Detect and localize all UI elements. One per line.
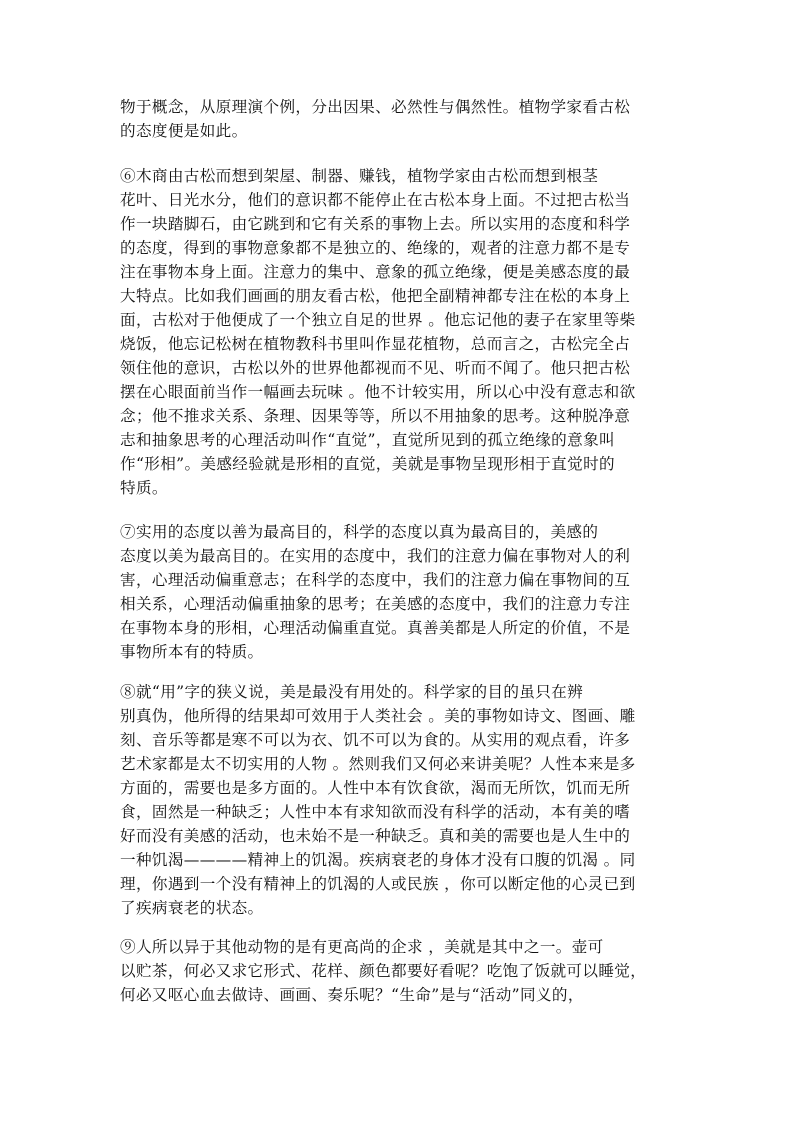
- text-line: 注在事物本身上面。注意力的集中、意象的孤立绝缘，便是美感态度的最: [120, 263, 631, 281]
- text-line: 一种饥渴————精神上的饥渴。疾病衰老的身体才没有口腹的饥渴 。同: [120, 851, 636, 869]
- text-line: 以贮茶，何必又求它形式、花样、颜色都要好看呢？吃饱了饭就可以睡觉，: [120, 962, 647, 980]
- text-line: 摆在心眼面前当作一幅画去玩味 。他不计较实用，所以心中没有意志和欲: [120, 383, 636, 401]
- text-line: ⑨人所以异于其他动物的是有更高尚的企求 ，美就是其中之一。壶可: [120, 938, 604, 956]
- text-line: ⑧就“用”字的狭义说，美是最没有用处的。科学家的目的虽只在辨: [120, 683, 584, 701]
- text-line: 的态度，得到的事物意象都不是独立的、绝缘的，观者的注意力都不是专: [120, 239, 631, 257]
- text-line: 面，古松对于他便成了一个独立自足的世界 。他忘记他的妻子在家里等柴: [120, 311, 636, 329]
- text-line: 大特点。比如我们画画的朋友看古松，他把全副精神都专注在松的本身上: [120, 287, 631, 305]
- text-line: 的态度便是如此。: [120, 122, 248, 140]
- text-line: 好而没有美感的活动，也未始不是一种缺乏。真和美的需要也是人生中的: [120, 827, 631, 845]
- paragraph-8: [120, 680, 680, 920]
- text-line: 念；他不推求关系、条理、因果等等，所以不用抽象的思考。这种脱净意: [120, 407, 631, 425]
- text-line: 方面的，需要也是多方面的。人性中本有饮食欲，渴而无所饮，饥而无所: [120, 779, 631, 797]
- text-line: 相关系，心理活动偏重抽象的思考；在美感的态度中，我们的注意力专注: [120, 595, 631, 613]
- text-line: 了疾病衰老的状态。: [120, 899, 264, 917]
- text-line: 烧饭，他忘记松树在植物教科书里叫作显花植物，总而言之，古松完全占: [120, 335, 631, 353]
- text-line: 在事物本身的形相，心理活动偏重直觉。真善美都是人所定的价值，不是: [120, 619, 631, 637]
- text-line: ⑦实用的态度以善为最高目的，科学的态度以真为最高目的，美感的: [120, 523, 599, 541]
- paragraph-7: [120, 520, 680, 664]
- text-line: 物于概念，从原理演个例，分出因果、必然性与偶然性。植物学家看古松: [120, 98, 631, 116]
- paragraph-9: [120, 935, 680, 1007]
- text-line: 特质。: [120, 479, 168, 497]
- text-line: 作一块踏脚石，由它跳到和它有关系的事物上去。所以实用的态度和科学: [120, 215, 631, 233]
- text-line: 领住他的意识，古松以外的世界他都视而不见、听而不闻了。他只把古松: [120, 359, 631, 377]
- paragraph-continuation: [120, 95, 680, 143]
- text-line: 态度以美为最高目的。在实用的态度中，我们的注意力偏在事物对人的利: [120, 547, 631, 565]
- paragraph-6: [120, 164, 680, 500]
- text-line: 何必又呕心血去做诗、画画、奏乐呢？“生命”是与“活动”同义的，: [120, 986, 584, 1004]
- text-line: ⑥木商由古松而想到架屋、制器、赚钱，植物学家由古松而想到根茎: [120, 167, 599, 185]
- text-line: 刻、音乐等都是寒不可以为衣、饥不可以为食的。从实用的观点看，许多: [120, 731, 631, 749]
- text-line: 理，你遇到一个没有精神上的饥渴的人或民族 ，你可以断定他的心灵已到: [120, 875, 636, 893]
- text-line: 事物所本有的特质。: [120, 643, 264, 661]
- text-line: 食，固然是一种缺乏；人性中本有求知欲而没有科学的活动，本有美的嗜: [120, 803, 631, 821]
- text-line: 艺术家都是太不切实用的人物 。然则我们又何必来讲美呢？人性本来是多: [120, 755, 636, 773]
- text-line: 害，心理活动偏重意志；在科学的态度中，我们的注意力偏在事物间的互: [120, 571, 631, 589]
- text-line: 作“形相”。美感经验就是形相的直觉，美就是事物呈现形相于直觉时的: [120, 455, 615, 473]
- text-line: 别真伪，他所得的结果却可效用于人类社会 。美的事物如诗文、图画、雕: [120, 707, 636, 725]
- text-line: 花叶、日光水分，他们的意识都不能停止在古松本身上面。不过把古松当: [120, 191, 631, 209]
- text-line: 志和抽象思考的心理活动叫作“直觉”，直觉所见到的孤立绝缘的意象叫: [120, 431, 615, 449]
